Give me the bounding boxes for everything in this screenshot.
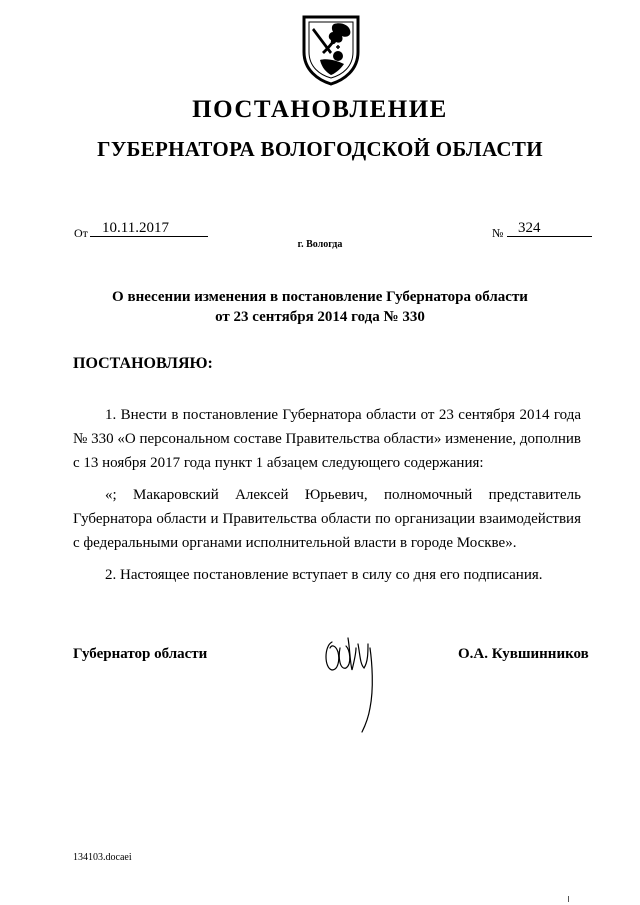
decree-word: ПОСТАНОВЛЯЮ: xyxy=(73,355,213,372)
document-subtitle: ГУБЕРНАТОРА ВОЛОГОДСКОЙ ОБЛАСТИ xyxy=(97,137,543,161)
file-reference: 134103.docaei xyxy=(73,852,132,863)
signatory-position: Губернатор области xyxy=(73,646,208,662)
document-date: 10.11.2017 xyxy=(102,220,169,236)
number-prefix: № xyxy=(492,226,504,240)
paragraph-item-2: 2. Настоящее постановление вступает в силу со дня его подписания. xyxy=(105,567,543,583)
handwritten-signature-icon xyxy=(318,628,380,740)
city: г. Вологда xyxy=(297,239,343,250)
page-mark xyxy=(568,896,569,902)
date-prefix: От xyxy=(74,226,88,240)
paragraph-item-1: 1. Внести в постановление Губернатора области от 23 сентября 2014 года № 330 «О персональном составе Правительства области» изменение, дополнив с 13 ноября 2017 года пункт 1 абзацем следующего содержания: xyxy=(73,407,581,471)
document-title: ПОСТАНОВЛЕНИЕ xyxy=(192,96,448,123)
document-number: 324 xyxy=(518,220,541,236)
signatory-name: О.А. Кувшинников xyxy=(458,646,589,662)
subject-line-2: от 23 сентября 2014 года № 330 xyxy=(215,309,425,325)
coat-of-arms-icon xyxy=(300,14,362,86)
subject-line-1: О внесении изменения в постановление Губернатора области xyxy=(112,289,528,305)
paragraph-quote: «; Макаровский Алексей Юрьевич, полномочный представитель Губернатора области и Правительства области по организации взаимодействия с федеральными органами исполнительной власти в городе Москве». xyxy=(73,487,581,551)
